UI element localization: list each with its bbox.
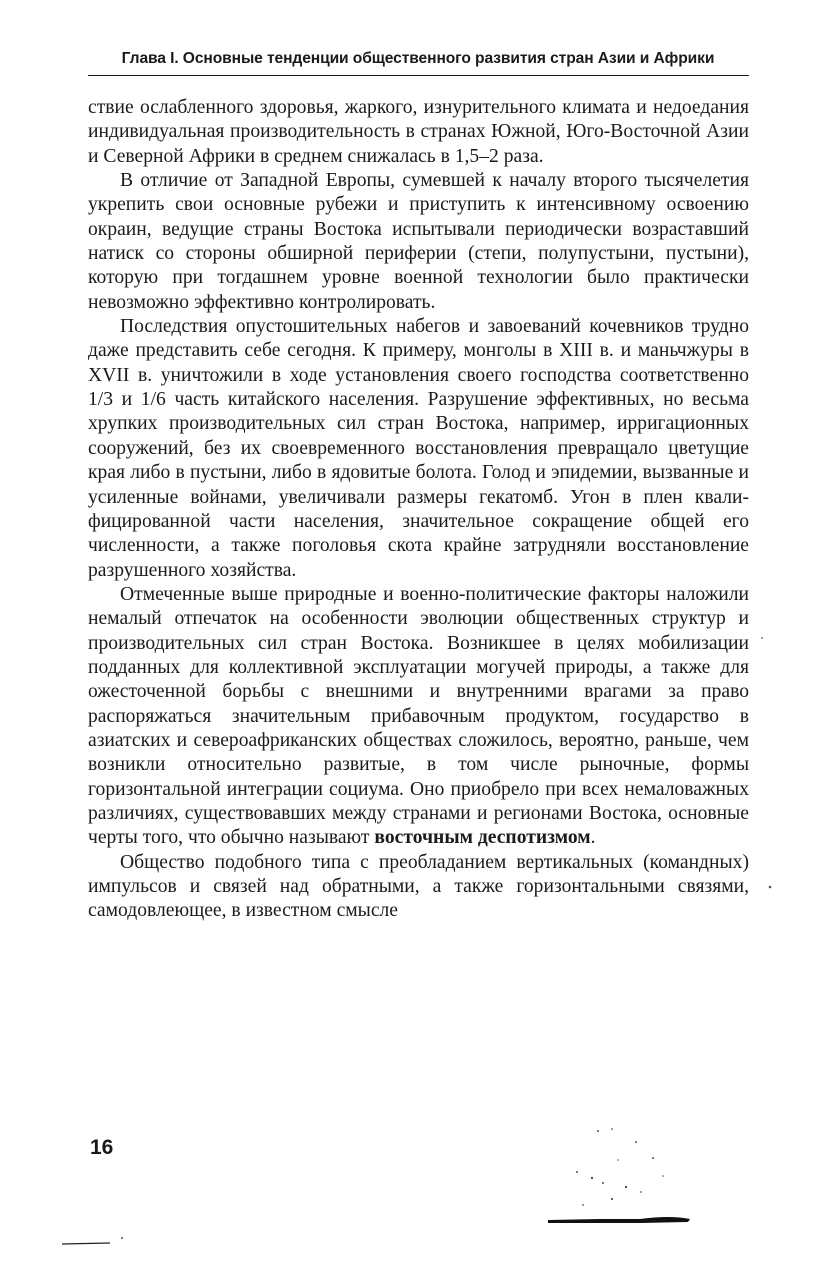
paragraph-4-end: . <box>590 827 596 849</box>
paragraph-1: ствие ослабленного здоровья, жаркого, изнурительного климата и недоедания индивидуальная производительность в странах Южной, Юго-Восточной Азии и Северной Африки в среднем снижалась в 1,5–2 раза. <box>88 97 749 167</box>
paragraph-4-text: Отмеченные выше природные и военно-политические факторы наложили немалый отпечаток на особенности эволюции общественных структур и производительных сил стран Востока. Возникшее в целях мобилизации подданных для коллективной эксплуатации могучей природы, а также для ожесточенной борьбы с внешними и внутренними врагами за право распоряжаться значительным прибавочным продуктом, государство в азиатских и североафриканских обществах сложилось, вероятно, раньше, чем возникли относительно развитые, в том числе рыночные, формы горизонтальной интеграции социума. Оно приобрело при всех немаловажных различиях, существовавших между странами и регионами Востока, основные черты того, что обычно называют <box>88 583 749 849</box>
running-head: Глава I. Основные тенденции общественного развития стран Азии и Африки <box>121 50 715 67</box>
paragraph-2: В отличие от Западной Европы, сумевшей к началу второго тысячелетия укрепить свои основные рубежи и приступить к интенсивному освоению окраин, ведущие страны Востока испытывали периодически возраставший натиск со стороны обширной периферии (степи, полупустыни, пустыни), которую при тогдашнем уровне военной технологии было практически невозможно эффективно контролировать. <box>88 170 749 313</box>
page-number: 16 <box>90 1136 114 1159</box>
paragraph-5: Общество подобного типа с преобладанием вертикальных (командных) импульсов и связей над обратными, а также горизонтальными связями, самодовлеющее, в известном смысле <box>88 851 749 922</box>
paragraph-3: Последствия опустошительных набегов и завоеваний кочевников трудно даже представить себе сегодня. К примеру, монголы в XIII в. и маньчжуры в XVII в. уничтожили в ходе установления своего господства соответственно 1/3 и 1/6 часть китайского населения. Разрушение эффективных, но весьма хрупких производительных сил стран Востока, например, ирригационных сооружений, без их своевременного восстановления превращало цветущие края либо в пустыни, либо в ядовитые болота. Голод и эпидемии, вызванные и усиленные войнами, увеличивали размеры гекатомб. Угон в плен квалифицированной части населения, значительное сокращение общей его численности, а также поголовья скота крайне затрудняли восстановление разрушенного хозяйства. <box>88 316 749 581</box>
term-eastern-despotism: восточным деспотизмом <box>374 827 591 849</box>
